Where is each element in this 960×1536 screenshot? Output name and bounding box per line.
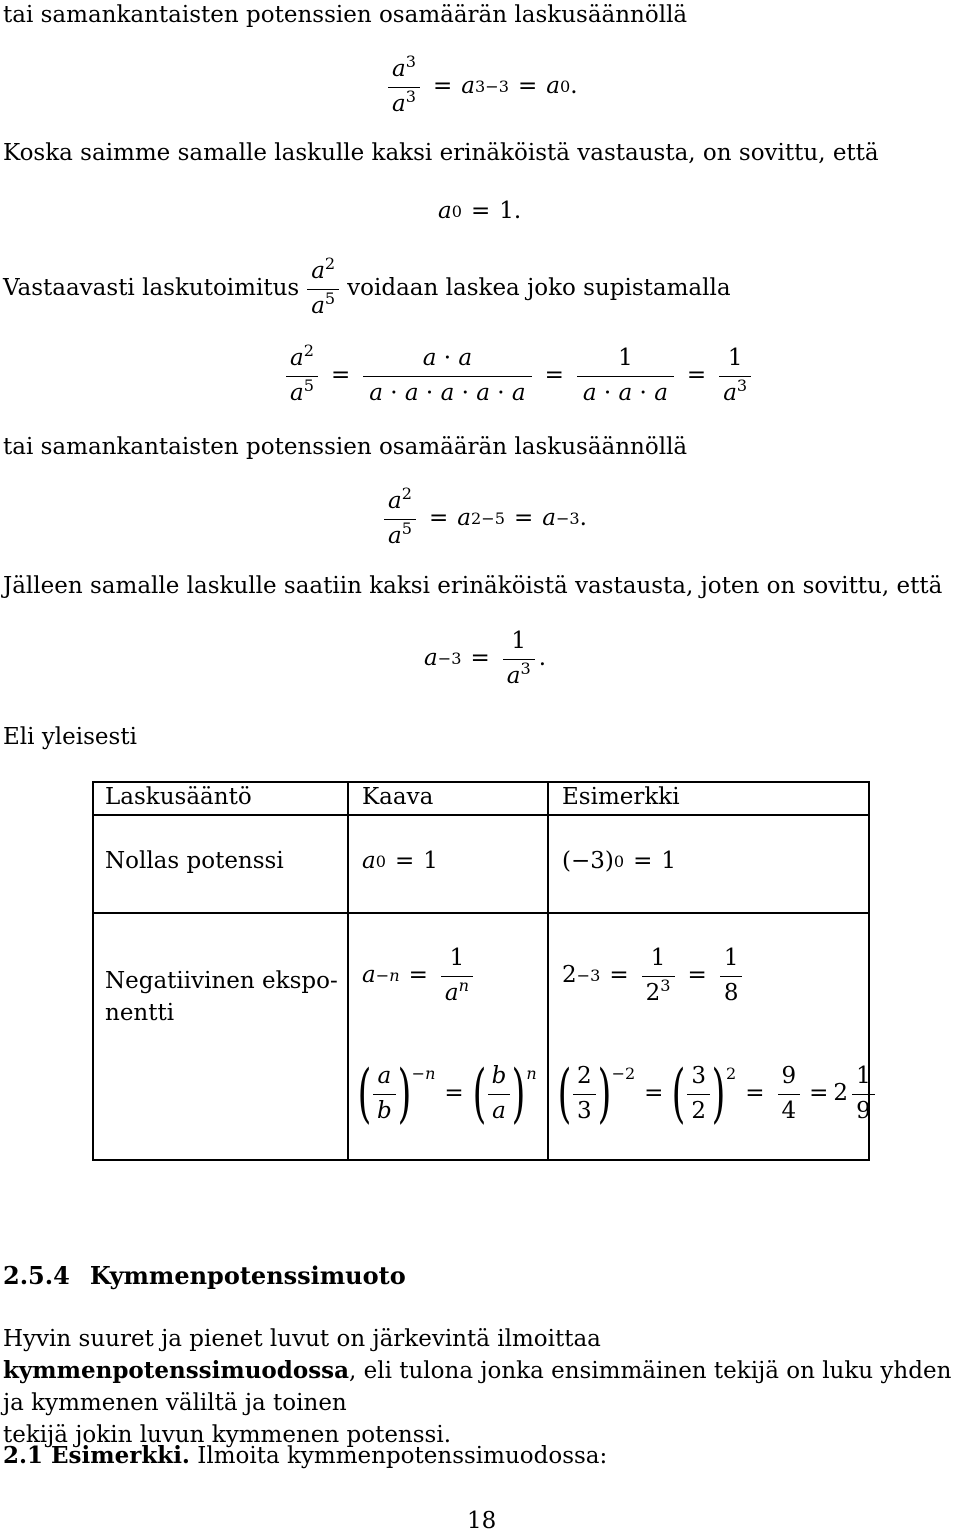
equation-a0-equals-1: a 0 = 1. [438, 198, 522, 224]
row2-rule-line2: nentti [105, 1000, 175, 1026]
row1-rule: Nollas potenssi [105, 848, 284, 874]
table-header-divider [92, 814, 868, 816]
equation-negative-exponent: a −3 = $\frac{1}{a^3}$ . [424, 628, 547, 689]
section-paragraph [3, 1323, 958, 1451]
section-heading [3, 1262, 406, 1291]
example-line [3, 1442, 607, 1471]
table-col-divider-2 [547, 781, 549, 1159]
equation-a3-over-a3: $\frac{a^3}{a^3}$ = a 3−3 = a 0 . [384, 56, 578, 118]
row2-example-1: 2 −3 = $\frac{1}{2^3}$ = $\frac{1}{8}$ [562, 945, 746, 1007]
row2-rule-line1: Negatiivinen ekspo- [105, 968, 338, 994]
koska-text: Koska saimme samalle laskulle kaksi erinäköistä vastausta, on sovittu, että [3, 140, 879, 166]
equation-cancellation: $\frac{a^2}{a^5}$ = $\frac{a \cdot a}{a \cdot a \cdot a \cdot a \cdot a}$ = $\frac{1}{a \cdot a \cdot a}$ = $\frac{1}{a^3}$ [282, 345, 755, 407]
equation-a2-over-a5: $\frac{a^2}{a^5}$ = a 2−5 = a −3 . [380, 488, 587, 550]
page-number: 18 [467, 1508, 497, 1534]
header-example: Esimerkki [562, 784, 680, 810]
row1-example: (−3) 0 = 1 [562, 848, 677, 874]
intro-text-2: tai samankantaisten potenssien osamäärän laskusäännöllä [3, 434, 688, 460]
header-formula: Kaava [362, 784, 434, 810]
table-row-divider [92, 912, 868, 914]
vastaavasti-line: Vastaavasti laskutoimitus $\frac{a^2}{a^5}$ voidaan laskea joko supistamalla [3, 254, 731, 319]
para-bold-term: kymmenpotenssimuodossa [3, 1357, 349, 1384]
para-line3: tekijä jokin luvun kymmenen potenssi. [3, 1422, 452, 1448]
row2-example-2: ( $\frac{2}{3}$ ) −2 = ( $\frac{3}{2}$ ) 2 = $\frac{9}{4}$ = 2 $\frac{1}{9}$ [558, 1062, 879, 1126]
header-rule: Laskusääntö [105, 784, 252, 810]
para-line2: , eli tulona jonka ensimmäinen tekijä on luku yhden ja kymmenen väliltä ja toinen [3, 1358, 952, 1416]
para-start: Hyvin suuret ja pienet luvut on järkevintä ilmoittaa [3, 1326, 601, 1352]
intro-text: tai samankantaisten potenssien osamäärän laskusäännöllä [3, 2, 688, 28]
eli-yleisesti-text: Eli yleisesti [3, 724, 137, 750]
row2-formula-2: ( $\frac{a}{b}$ ) −n = ( $\frac{b}{a}$ ) n [357, 1057, 537, 1131]
vastaavasti-text-before: Vastaavasti laskutoimitus [3, 275, 300, 302]
example-label: 2.1 Esimerkki. [3, 1442, 190, 1469]
example-text: Ilmoita kymmenpotenssimuodossa: [189, 1443, 608, 1469]
row2-formula-1: a −n = $\frac{1}{a^n}$ [362, 945, 477, 1007]
section-number: 2.5.4 [3, 1261, 70, 1290]
jalleen-text: Jälleen samalle laskulle saatiin kaksi erinäköistä vastausta, joten on sovittu, että [3, 573, 943, 599]
section-title: Kymmenpotenssimuoto [89, 1261, 406, 1290]
row1-formula: a 0 = 1 [362, 848, 438, 874]
table-col-divider-1 [347, 781, 349, 1159]
vastaavasti-text-after: voidaan laskea joko supistamalla [347, 275, 731, 302]
